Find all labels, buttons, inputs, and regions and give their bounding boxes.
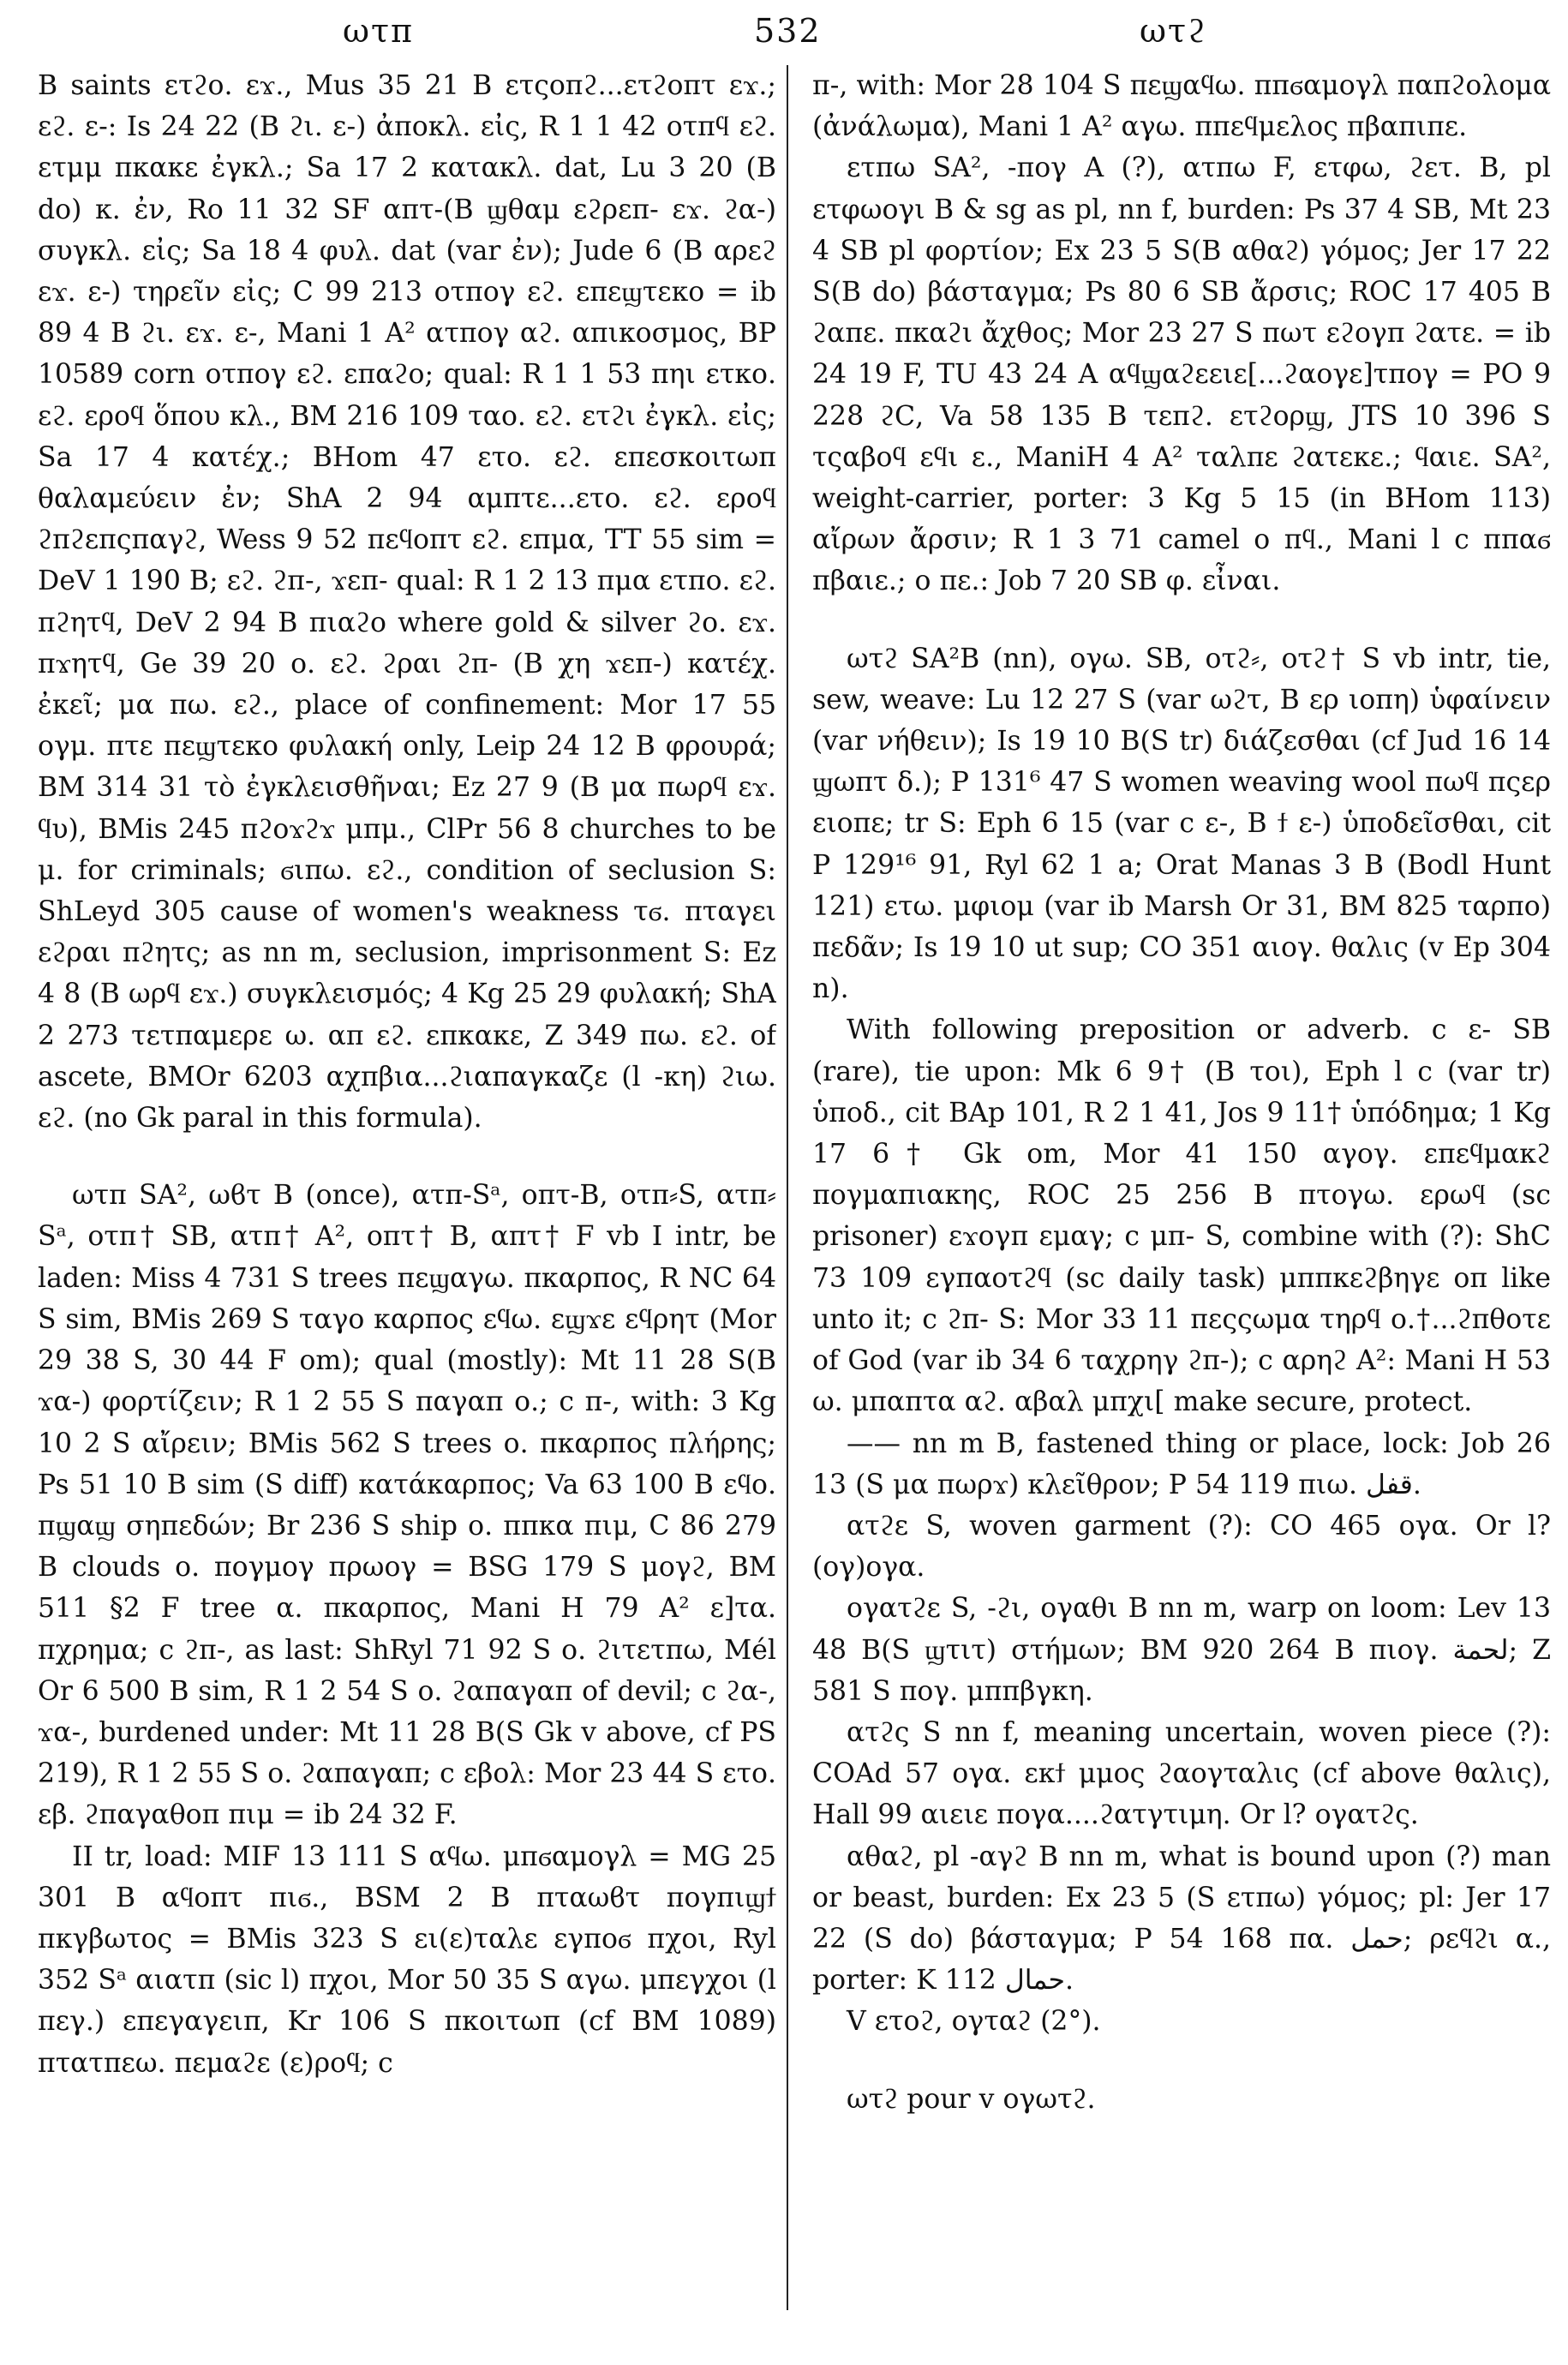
entry-paragraph: With following preposition or adverb. c ε- SB (rare), tie upon: Mk 6 9† (B τοι), Eph l c (var tr) ὑποδ., cit BAp 101, R 2 1 41, Jos 9 11† ὑπόδημα; 1 Kg 17 6† Gk om, Mor 41 150 αγογ. επεϥμακϩ πογμαπιακης, ROC 25 256 B πτογω. ερωϥ (sc prisoner) εϫογπ εμαγ; c μπ- S, combine with (?): ShC 73 109 εγπαοτϩϥ (sc daily task) μππκεϩβηγε οπ like unto it; c ϩπ- S: Mor 33 11 πεςςωμα τηρϥ ο.†...ϩπθοτε of God (var ib 34 6 ταχρηγ ϩπ-); c αρηϩ A²: Mani H 53 ω. μπαπτα αϩ. αβαλ μπχι[ make secure, protect.: [812, 1015, 1551, 1418]
entry-paragraph: ετπω SA², -πογ A (?), ατπω F, ετφω, ϩετ. B, pl ετφωογι B & sg as pl, nn f, burden: Ps 37 4 SB, Mt 23 4 SB pl φορτίον; Ex 23 5 S(B αθαϩ) γόμος; Jer 17 22 S(B do) βάσταγμα; Ps 80 6 SB ἄρσις; ROC 17 405 B ϩαπε. πκαϩι ἄχθος; Mor 23 27 S πωτ εϩογπ ϩατε. = ib 24 19 F, TU 43 24 A αϥϣαϩεειε[...ϩαογε]τπογ = PO 9 228 ϩϹ, Va 58 135 B τεπϩ. ετϩορϣ, JTS 10 396 S τςαβοϥ εϥι ε., ManiH 4 A² ταλπε ϩατεκε.; ϥαιε. SA², weight-carrier, porter: 3 Kg 5 15 (in BHom 113) αἴρων ἄρσιν; R 1 3 71 camel ο πϥ., Mani l c ππαϭ πβαιε.; ο πε.: Job 7 20 SB φ. εἶναι.: [812, 153, 1551, 597]
entry-paragraph: —— nn m B, fastened thing or place, lock: Job 26 13 (S μα πωρϫ) κλεῖθρον; P 54 119 πιω. قفل.: [812, 1428, 1551, 1500]
running-head-left-entry: ωτπ: [343, 12, 414, 50]
entry-paragraph: ατϩς S nn f, meaning uncertain, woven piece (?): COAd 57 ογα. εκϯ μμος ϩαογταλις (cf above θαλις), Hall 99 αιειε πογα....ϩατγτιμη. Or l? ογατϩς.: [812, 1716, 1551, 1831]
entry-continuation-paragraph: B saints ετϩο. εϫ., Mus 35 21 B ετςοπϩ...ετϩοπτ εϫ.; εϩ. ε-: Is 24 22 (B ϩι. ε-) ἀποκλ. εἰς, R 1 1 42 οτπϥ εϩ. ετμμ πκακε ἐγκλ.; Sa 17 2 κατακλ. dat, Lu 3 20 (B do) κ. ἐν, Ro 11 32 SF απτ-(B ϣθαμ εϩρεπ- εϫ. ϩα-) συγκλ. εἰς; Sa 18 4 φυλ. dat (var ἐν); Jude 6 (B αρεϩ εϫ. ε-) τηρεῖν εἰς; C 99 213 οτπογ εϩ. επεϣτεκο = ib 89 4 B ϩι. εϫ. ε-, Mani 1 A² ατπογ αϩ. απικοσμος, BP 10589 corn οτπογ εϩ. επαϩο; qual: R 1 1 53 πηι ετκο. εϩ. εροϥ ὅπου κλ., BM 216 109 ταο. εϩ. ετϩι ἐγκλ. εἰς; Sa 17 4 κατέχ.; BHom 47 ετο. εϩ. επεσκοιτωπ θαλαμεύειν ἐν; ShA 2 94 αμπτε...ετο. εϩ. εροϥ ϩπϩεπςπαγϩ, Wess 9 52 πεϥοπτ εϩ. επμα, TT 55 sim = DeV 1 190 B; εϩ. ϩπ-, ϫεπ- qual: R 1 2 13 πμα ετπο. εϩ. πϩητϥ, DeV 2 94 B πιαϩο where gold & silver ϩο. εϫ. πϫητϥ, Ge 39 20 ο. εϩ. ϩραι ϩπ- (B χη ϫεπ-) κατέχ. ἐκεῖ; μα πω. εϩ., place of confinement: Mor 17 55 ογμ. πτε πεϣτεκο φυλακή only, Leip 24 12 B φρουρά; BM 314 31 τὸ ἐγκλεισθῆναι; Ez 27 9 (B μα πωρϥ εϫ. ϥυ), BMis 245 πϩοϫϩϫ μπμ., ClPr 56 8 churches to be μ. for criminals; ϭιπω. εϩ., condition of seclusion S: ShLeyd 305 cause of women's weakness τϭ. πταγει εϩραι πϩητς; as nn m, seclusion, imprisonment S: Ez 4 8 (B ωρϥ εϫ.) συγκλεισμός; 4 Kg 25 29 φυλακή; ShA 2 273 τετπαμερε ω. απ εϩ. επκακε, Z 349 πω. εϩ. of ascete, BMOr 6203 αχπβια...ϩιαπαγκαζε (l -κη) ϩιω. εϩ. (no Gk paral in this formula).: [38, 70, 776, 1135]
left-column: [38, 65, 776, 2344]
entry-paragraph: ωτϩ SA²B (nn), ογω. SB, οτϩ⸗, οτϩ† S vb intr, tie, sew, weave: Lu 12 27 S (var ωϩτ, B ερ ιοπη) ὑφαίνειν (var νήθειν); Is 19 10 B(S tr) διάζεσθαι (cf Jud 16 14 ϣωπτ δ.); P 131⁶ 47 S women weaving wool πωϥ πςερ ειοπε; tr S: Eph 6 15 (var c ε-, B ϯ ε-) ὑποδεῖσθαι, cit P 129¹⁶ 91, Ryl 62 1 a; Orat Manas 3 B (Bodl Hunt 121) ετω. μφιομ (var ib Marsh Or 31, BM 825 ταρπο) πεδᾶν; Is 19 10 ut sup; CO 351 αιογ. θαλις (v Ep 304 n).: [812, 643, 1551, 1005]
right-column: [812, 65, 1551, 2344]
entry-paragraph: V ετοϩ, ογταϩ (2°).: [847, 2006, 1101, 2038]
running-head: [34, 12, 1534, 63]
entry-paragraph: II tr, load: MIF 13 111 S αϥω. μπϭαμογλ = MG 25 301 B αϥοπτ πιϭ., BSM 2 B πταωϐτ πογπιϣϯ πκγβωτος = BMis 323 S ει(ε)ταλε εγποϭ πχοι, Ryl 352 Sᵃ αιατπ (sic l) πχοι, Mor 50 35 S αγω. μπεγχοι (l πεγ.) επεγαγειπ, Kr 106 S πκοιτωπ (cf BM 1089) πτατπεω. πεμαϩε (ε)ροϥ; c: [38, 1841, 776, 2079]
entry-paragraph: ωτϩ pour v ογωτϩ.: [847, 2083, 1096, 2115]
entry-paragraph: ωτπ SA², ωϐτ B (once), ατπ-Sᵃ, οπτ-B, οτπ⸗S, ατπ⸗Sᵃ, οτπ† SB, ατπ† A², οπτ† B, απτ† F vb I intr, be laden: Miss 4 731 S trees πεϣαγω. πκαρπος, R NC 64 S sim, BMis 269 S ταγο καρπος εϥω. εϣϫε εϥρητ (Mor 29 38 S, 30 44 F om); qual (mostly): Mt 11 28 S(B ϫα-) φορτίζειν; R 1 2 55 S παγαπ ο.; c π-, with: 3 Kg 10 2 S αἴρειν; BMis 562 S trees ο. πκαρπος πλήρης; Ps 51 10 B sim (S diff) κατάκαρπος; Va 63 100 B εϥο. πϣαϣ σηπεδών; Br 236 S ship ο. ππκα πιμ, C 86 279 B clouds ο. πογμογ πρωογ = BSG 179 S μογϩ, BM 511 §2 F tree α. πκαρπος, Mani H 79 A² ε]τα. πχρημα; c ϩπ-, as last: ShRyl 71 92 S ο. ϩιτετπω, Mél Or 6 500 B sim, R 1 2 54 S ο. ϩαπαγαπ of devil; c ϩα-, ϫα-, burdened under: Mt 11 28 B(S Gk v above, cf PS 219), R 1 2 55 S ο. ϩαπαγαπ; c εβολ: Mor 23 44 S ετο. εβ. ϩπαγαθοπ πιμ = ib 24 32 F.: [38, 1180, 776, 1831]
page-number: 532: [754, 12, 822, 50]
entry-paragraph: ατϩε S, woven garment (?): CO 465 ογα. Or l? (ογ)ογα.: [812, 1510, 1551, 1584]
entry-paragraph: ογατϩε S, -ϩι, ογαθι B nn m, warp on loom: Lev 13 48 B(S ϣτιτ) στήμων; BM 920 264 B πιογ. لحمة; Z 581 S πογ. μππβγκη.: [812, 1593, 1551, 1707]
entry-paragraph: αθαϩ, pl -αγϩ B nn m, what is bound upon (?) man or beast, burden: Ex 23 5 (S ετπω) γόμος; pl: Jer 17 22 (S do) βάσταγμα; P 54 168 πα. حمل; ρεϥϩι α., porter: K 112 حمال.: [812, 1841, 1551, 1997]
running-head-right-entry: ωτϩ: [1140, 12, 1207, 50]
entry-continuation-paragraph: π-, with: Mor 28 104 S πεϣαϥω. ππϭαμογλ παπϩολομα (ἀνάλωμα), Mani 1 A² αγω. ππεϥμελος πβαπιπε.: [812, 70, 1551, 143]
column-divider: [787, 65, 788, 2310]
